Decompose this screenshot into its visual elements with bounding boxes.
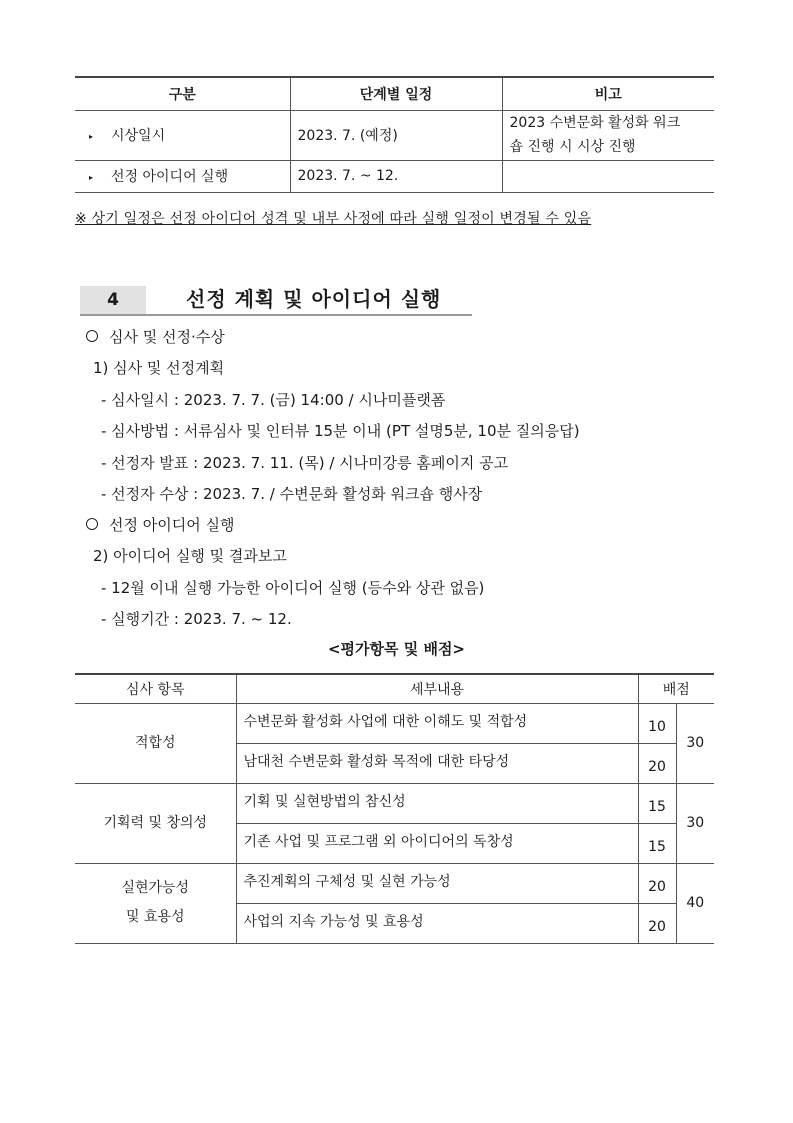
- schedule-footnote: ※ 상기 일정은 선정 아이디어 성격 및 내부 사정에 따라 실행 일정이 변경될 수 있음: [75, 211, 592, 227]
- eval-detail: 수변문화 활성화 사업에 대한 이해도 및 적합성: [236, 703, 638, 743]
- circle-item-text: 선정 아이디어 실행: [109, 516, 235, 534]
- table-row: [75, 863, 714, 903]
- eval-header-score: 배점: [638, 674, 714, 703]
- eval-detail: 남대천 수변문화 활성화 목적에 대한 타당성: [236, 743, 638, 783]
- eval-category-line: 기획력 및 창의성: [103, 814, 208, 831]
- list-item: - 심사방법 : 서류심사 및 인터뷰 15분 이내 (PT 설명5분, 10분 질의응답): [101, 422, 580, 440]
- sub-heading: 2) 아이디어 실행 및 결과보고: [93, 547, 287, 565]
- table-row: [75, 783, 714, 823]
- eval-detail: 추진계획의 구체성 및 실현 가능성: [236, 863, 638, 903]
- eval-total: 40: [676, 863, 714, 943]
- eval-header-detail: 세부내용: [236, 674, 638, 703]
- eval-category-line: 및 효용성: [125, 909, 185, 925]
- schedule-note-cell: [502, 110, 714, 160]
- eval-header-row: [75, 674, 714, 703]
- eval-total: 30: [676, 783, 714, 863]
- list-item: - 심사일시 : 2023. 7. 7. (금) 14:00 / 시나미플랫폼: [101, 391, 446, 409]
- section-number: 4: [80, 286, 146, 314]
- schedule-category: 선정 아이디어 실행: [111, 169, 229, 185]
- circle-bullet-icon: [86, 330, 98, 342]
- evaluation-table: [75, 673, 714, 944]
- schedule-note-line: 숍 진행 시 시상 진행: [509, 139, 636, 155]
- eval-category-line: 적합성: [134, 734, 176, 751]
- schedule-row: [75, 110, 714, 160]
- circle-item-text: 심사 및 선정·수상: [109, 328, 225, 346]
- schedule-header-note: 비고: [502, 77, 714, 110]
- section-title: 선정 계획 및 아이디어 실행: [186, 287, 442, 311]
- eval-header-category: 심사 항목: [75, 674, 236, 703]
- eval-score: 10: [638, 703, 676, 743]
- circle-item: [86, 514, 234, 535]
- triangle-bullet-icon: ▸: [89, 172, 94, 182]
- eval-total: 30: [676, 703, 714, 783]
- schedule-date: 2023. 7. ~ 12.: [290, 160, 502, 192]
- schedule-category-cell: [75, 160, 290, 192]
- table-row: [75, 703, 714, 743]
- list-item: - 선정자 수상 : 2023. 7. / 수변문화 활성화 워크숍 행사장: [101, 485, 483, 503]
- list-item: - 실행기간 : 2023. 7. ~ 12.: [101, 610, 292, 628]
- eval-detail: 기존 사업 및 프로그램 외 아이디어의 독창성: [236, 823, 638, 863]
- eval-score: 15: [638, 823, 676, 863]
- list-item: - 선정자 발표 : 2023. 7. 11. (목) / 시나미강릉 홈페이지 공고: [101, 454, 509, 472]
- schedule-table: [75, 76, 714, 193]
- schedule-date: 2023. 7. (예정): [290, 110, 502, 160]
- circle-bullet-icon: [86, 518, 98, 530]
- schedule-header-category: 구분: [75, 77, 290, 110]
- circle-item: [86, 326, 225, 347]
- schedule-note-line: 2023 수변문화 활성화 워크: [509, 115, 681, 131]
- schedule-header-date: 단계별 일정: [290, 77, 502, 110]
- eval-table-caption: <평가항목 및 배점>: [327, 640, 465, 658]
- schedule-category-cell: [75, 110, 290, 160]
- triangle-bullet-icon: ▸: [89, 131, 94, 141]
- section-underline: [80, 314, 472, 316]
- eval-category: [75, 703, 236, 783]
- schedule-row: [75, 160, 714, 192]
- eval-score: 20: [638, 743, 676, 783]
- eval-category: [75, 783, 236, 863]
- schedule-category: 시상일시: [111, 128, 166, 144]
- eval-score: 20: [638, 863, 676, 903]
- eval-score: 20: [638, 903, 676, 943]
- schedule-header-row: [75, 77, 714, 110]
- eval-score: 15: [638, 783, 676, 823]
- schedule-note-cell: [502, 160, 714, 192]
- sub-heading: 1) 심사 및 선정계획: [93, 359, 225, 377]
- eval-category: [75, 863, 236, 943]
- eval-category-line: 실현가능성: [121, 880, 190, 896]
- eval-detail: 기획 및 실현방법의 참신성: [236, 783, 638, 823]
- eval-detail: 사업의 지속 가능성 및 효용성: [236, 903, 638, 943]
- list-item: - 12월 이내 실행 가능한 아이디어 실행 (등수와 상관 없음): [101, 579, 485, 597]
